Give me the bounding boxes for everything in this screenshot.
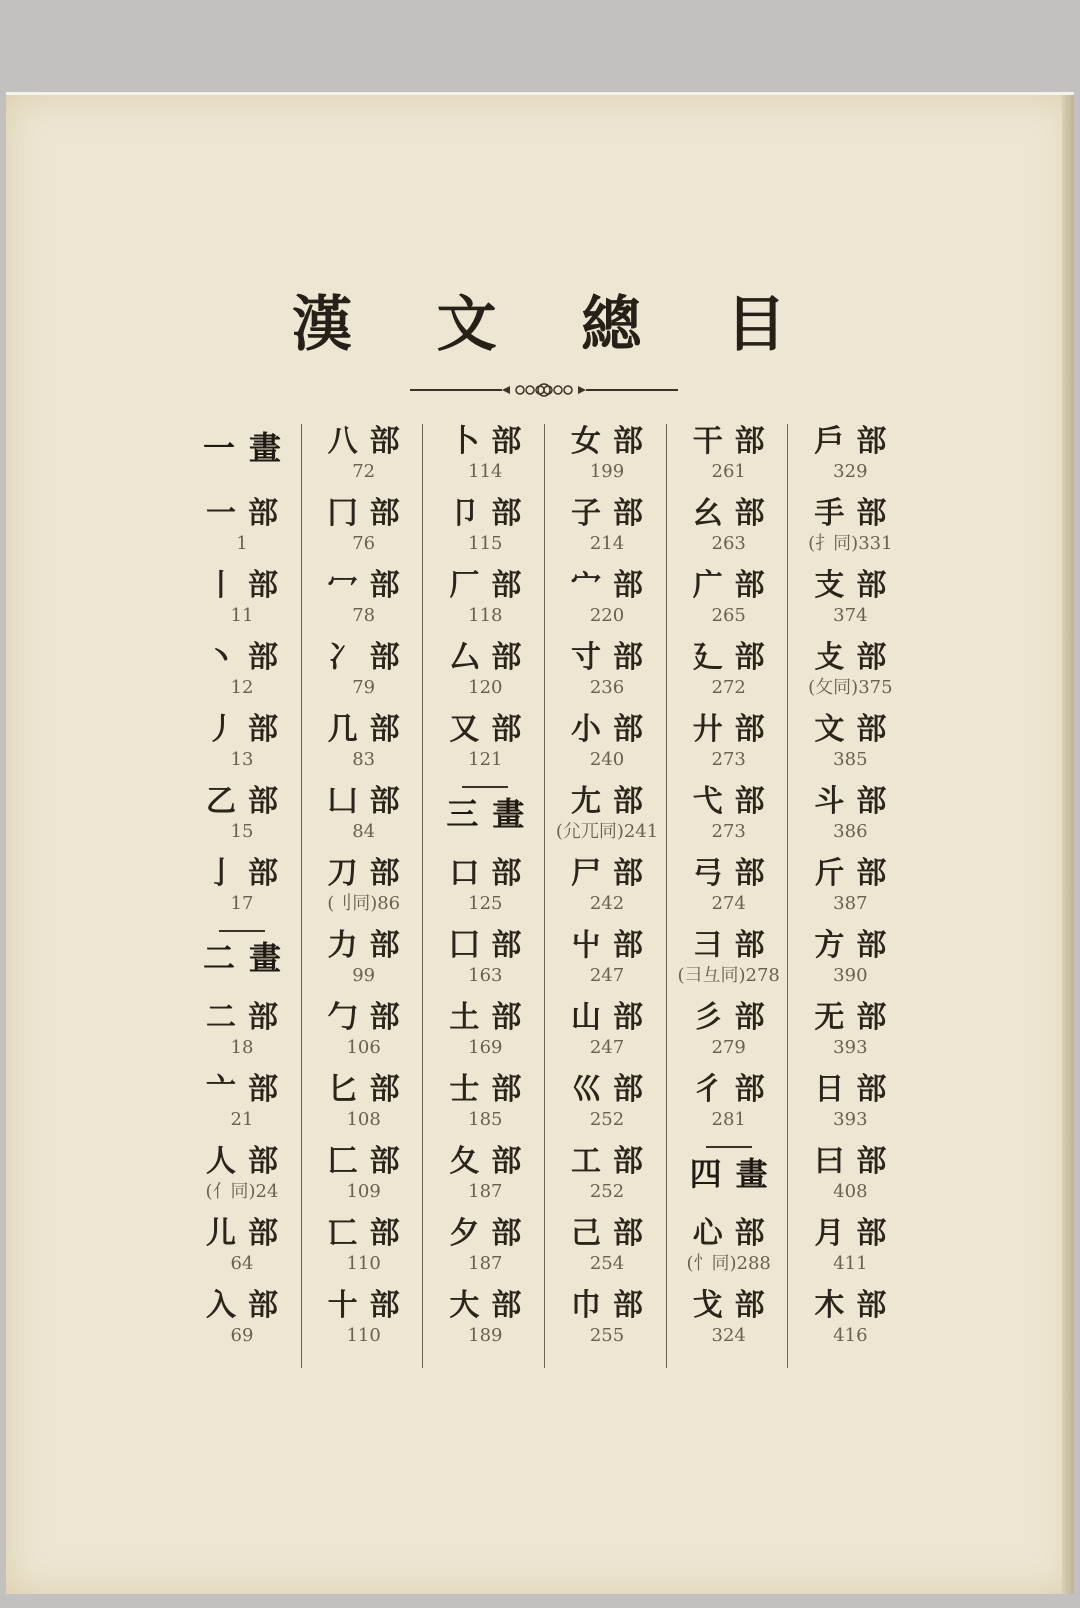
page-number: 214	[589, 533, 625, 554]
stroke-count-heading	[180, 928, 304, 1000]
radical-entry	[545, 424, 669, 496]
page-number: 120	[468, 677, 503, 698]
radical-name: 廴部	[692, 640, 777, 675]
page-number: 118	[468, 605, 503, 626]
radical-entry	[302, 856, 426, 928]
radical-entry	[788, 856, 912, 928]
radical-name: 冂部	[327, 496, 412, 531]
radical-entry	[788, 496, 912, 568]
page-number: (刂同)86	[327, 893, 401, 914]
radical-entry	[667, 712, 791, 784]
radical-entry	[423, 1000, 547, 1072]
radical-name: 冖部	[327, 568, 412, 603]
title-char: 總	[581, 290, 642, 360]
radical-entry	[302, 784, 426, 856]
radical-entry	[180, 568, 304, 640]
page-number: 110	[346, 1253, 381, 1274]
page-number: 109	[346, 1181, 381, 1202]
radical-entry	[423, 1216, 547, 1288]
radical-entry	[545, 1000, 669, 1072]
radical-entry	[180, 712, 304, 784]
radical-entry	[302, 1000, 426, 1072]
page-number: (尣兀同)241	[555, 821, 659, 842]
radical-entry	[423, 424, 547, 496]
radical-name: 又部	[449, 712, 534, 747]
radical-name: 日部	[814, 1072, 899, 1107]
radical-name: 巛部	[571, 1072, 656, 1107]
page-number: 247	[589, 1037, 625, 1058]
radical-name: 戈部	[692, 1288, 777, 1323]
page-number: 15	[230, 821, 254, 842]
radical-name: 山部	[571, 1000, 656, 1035]
ornament-divider	[410, 378, 678, 402]
page-number: 265	[711, 605, 746, 626]
radical-entry	[423, 496, 547, 568]
radical-entry	[545, 1072, 669, 1144]
page-number: 240	[589, 749, 625, 770]
radical-entry	[667, 1000, 791, 1072]
radical-entry	[667, 1288, 791, 1360]
radical-entry	[788, 712, 912, 784]
page-number: 189	[468, 1325, 503, 1346]
radical-entry	[545, 1288, 669, 1360]
radical-entry	[302, 568, 426, 640]
page-number: 185	[468, 1109, 503, 1130]
radical-name: 卩部	[449, 496, 534, 531]
radical-name: 戶部	[814, 424, 899, 459]
page-number: 18	[230, 1037, 254, 1058]
index-column	[667, 424, 789, 1368]
radical-name: 大部	[449, 1288, 534, 1323]
radical-name: 土部	[449, 1000, 534, 1035]
radical-entry	[545, 1144, 669, 1216]
page-number: 1	[236, 533, 248, 554]
radical-entry	[180, 1072, 304, 1144]
radical-entry	[667, 856, 791, 928]
radical-name: 干部	[692, 424, 777, 459]
page-title	[292, 282, 786, 358]
radical-entry	[667, 424, 791, 496]
page-number: 125	[468, 893, 503, 914]
page-number: 261	[711, 461, 746, 482]
page-number: 169	[468, 1037, 503, 1058]
radical-entry	[545, 496, 669, 568]
page-number: 78	[352, 605, 376, 626]
page-number: 386	[833, 821, 868, 842]
radical-entry	[423, 1144, 547, 1216]
page-number: 99	[352, 965, 376, 986]
radical-entry	[302, 1216, 426, 1288]
radical-name: 彡部	[692, 1000, 777, 1035]
radical-entry	[788, 640, 912, 712]
page-number: 252	[589, 1181, 625, 1202]
radical-name: 丨部	[206, 568, 290, 603]
radical-entry	[302, 496, 426, 568]
radical-name: 子部	[571, 496, 656, 531]
radical-entry	[788, 568, 912, 640]
radical-name: 无部	[814, 1000, 899, 1035]
stroke-count-label: 四畫	[689, 1155, 782, 1193]
radical-name: 方部	[814, 928, 899, 963]
radical-entry	[545, 1216, 669, 1288]
page-number: 79	[352, 677, 376, 698]
radical-name: 十部	[327, 1288, 412, 1323]
stroke-count-heading	[423, 784, 547, 856]
page-number: 274	[711, 893, 746, 914]
radical-name: 木部	[814, 1288, 899, 1323]
index-column	[302, 424, 424, 1368]
title-char: 文	[436, 290, 497, 360]
radical-name: 尢部	[571, 784, 656, 819]
radical-entry	[423, 856, 547, 928]
radical-name: 卜部	[449, 424, 534, 459]
stroke-count-heading	[667, 1144, 791, 1216]
radical-name: 幺部	[692, 496, 777, 531]
stroke-count-heading	[180, 424, 304, 496]
title-char: 目	[725, 290, 786, 360]
radical-entry	[545, 856, 669, 928]
radical-name: 匸部	[327, 1216, 412, 1251]
radical-name: 斤部	[814, 856, 899, 891]
radical-name: 女部	[571, 424, 656, 459]
page-number: 385	[833, 749, 868, 770]
radical-name: 屮部	[571, 928, 656, 963]
radical-name: 入部	[206, 1288, 290, 1323]
radical-entry	[423, 568, 547, 640]
radical-name: 厂部	[449, 568, 534, 603]
radical-entry	[788, 424, 912, 496]
radical-entry	[545, 640, 669, 712]
radical-name: 尸部	[571, 856, 656, 891]
radical-entry	[423, 928, 547, 1000]
radical-entry	[667, 640, 791, 712]
page-number: 374	[833, 605, 868, 626]
page-number: 236	[589, 677, 625, 698]
radical-name: 亅部	[206, 856, 290, 891]
radical-entry	[667, 1072, 791, 1144]
radical-name: 乙部	[206, 784, 290, 819]
radical-entry	[302, 712, 426, 784]
radical-entry	[423, 712, 547, 784]
page-number: 121	[468, 749, 503, 770]
radical-name: 口部	[449, 856, 534, 891]
radical-entry	[180, 640, 304, 712]
stroke-count-label: 二畫	[202, 939, 295, 977]
radical-name: 巾部	[571, 1288, 656, 1323]
radical-entry	[302, 1072, 426, 1144]
page-number: 324	[711, 1325, 746, 1346]
index-column	[788, 424, 910, 1368]
page-number: 273	[711, 749, 746, 770]
heading-rule	[219, 930, 265, 932]
index-column	[423, 424, 545, 1368]
page-number: 110	[346, 1325, 381, 1346]
page-number: 408	[833, 1181, 868, 1202]
radical-name: 丶部	[206, 640, 290, 675]
radical-name: 弋部	[692, 784, 777, 819]
page-number: (扌同)331	[808, 533, 893, 554]
radical-entry	[180, 1216, 304, 1288]
radical-name: 刀部	[327, 856, 412, 891]
radical-entry	[667, 568, 791, 640]
page-number: 416	[833, 1325, 868, 1346]
page-number: 252	[589, 1109, 625, 1130]
radical-entry	[788, 1288, 912, 1360]
radical-name: 一部	[206, 496, 290, 531]
page-number: 247	[589, 965, 625, 986]
radical-entry	[302, 640, 426, 712]
page-number: (彐彑同)278	[677, 965, 780, 986]
page-number: 76	[352, 533, 376, 554]
radical-name: 廾部	[692, 712, 777, 747]
radical-entry	[180, 856, 304, 928]
page-number: 281	[711, 1109, 746, 1130]
radical-entry	[545, 568, 669, 640]
radical-name: 匕部	[327, 1072, 412, 1107]
page-number: 393	[833, 1109, 868, 1130]
radical-entry	[788, 1216, 912, 1288]
radical-entry	[423, 640, 547, 712]
radical-entry	[788, 1072, 912, 1144]
radical-name: 彳部	[692, 1072, 777, 1107]
radical-entry	[545, 712, 669, 784]
radical-entry	[667, 1216, 791, 1288]
radical-entry	[788, 784, 912, 856]
page-number: 108	[346, 1109, 381, 1130]
radical-name: 支部	[814, 568, 899, 603]
index-column	[180, 424, 302, 1368]
radical-entry	[667, 928, 791, 1000]
radical-name: 攴部	[814, 640, 899, 675]
radical-entry	[302, 424, 426, 496]
radical-name: 凵部	[327, 784, 412, 819]
radical-entry	[302, 1288, 426, 1360]
radical-name: 己部	[571, 1216, 656, 1251]
radical-entry	[788, 1000, 912, 1072]
stroke-count-label: 一畫	[202, 429, 295, 467]
radical-entry	[302, 1144, 426, 1216]
radical-name: 月部	[814, 1216, 899, 1251]
radical-entry	[788, 1144, 912, 1216]
heading-rule	[462, 786, 508, 788]
radical-entry	[545, 784, 669, 856]
radical-name: 人部	[206, 1144, 290, 1179]
radical-entry	[180, 1000, 304, 1072]
radical-name: 弓部	[692, 856, 777, 891]
page-edge	[1062, 95, 1074, 1594]
page-number: (亻同)24	[205, 1181, 279, 1202]
radical-name: 广部	[692, 568, 777, 603]
page-number: (攵同)375	[808, 677, 893, 698]
radical-name: 小部	[571, 712, 656, 747]
radical-name: 夕部	[449, 1216, 534, 1251]
radical-entry	[180, 496, 304, 568]
radical-name: 囗部	[449, 928, 534, 963]
page-number: 279	[711, 1037, 746, 1058]
page-number: 263	[711, 533, 746, 554]
page-number: 387	[833, 893, 868, 914]
page-number: 83	[352, 749, 376, 770]
radical-name: 手部	[814, 496, 899, 531]
radical-entry	[423, 1072, 547, 1144]
page-number: 11	[230, 605, 254, 626]
radical-name: 二部	[206, 1000, 290, 1035]
radical-entry	[788, 928, 912, 1000]
radical-name: 厶部	[449, 640, 534, 675]
radical-entry	[302, 928, 426, 1000]
page-number: 12	[230, 677, 254, 698]
radical-entry	[180, 784, 304, 856]
page-number: 272	[711, 677, 746, 698]
radical-index-grid	[180, 424, 910, 1368]
radical-entry	[667, 784, 791, 856]
page-number: 255	[589, 1325, 625, 1346]
page-number: 411	[833, 1253, 868, 1274]
page-number: 84	[352, 821, 376, 842]
index-column	[545, 424, 667, 1368]
page-number: 72	[352, 461, 376, 482]
page-number: 69	[230, 1325, 254, 1346]
page-number: 64	[230, 1253, 254, 1274]
radical-entry	[180, 1144, 304, 1216]
radical-name: 儿部	[206, 1216, 290, 1251]
radical-name: 八部	[327, 424, 412, 459]
radical-entry	[180, 1288, 304, 1360]
page-number: 21	[230, 1109, 254, 1130]
page-number: 114	[468, 461, 503, 482]
radical-name: 曰部	[814, 1144, 899, 1179]
page-number: 13	[230, 749, 254, 770]
title-char: 漢	[292, 290, 352, 360]
page-number: 106	[346, 1037, 381, 1058]
page-number: 393	[833, 1037, 868, 1058]
radical-name: 勹部	[327, 1000, 412, 1035]
page-number: 242	[589, 893, 625, 914]
radical-entry	[667, 496, 791, 568]
page-number: 187	[468, 1253, 503, 1274]
page-number: 187	[468, 1181, 503, 1202]
radical-name: 文部	[814, 712, 899, 747]
radical-name: 宀部	[571, 568, 656, 603]
page-number: 199	[589, 461, 625, 482]
radical-name: 工部	[571, 1144, 656, 1179]
radical-name: 心部	[692, 1216, 777, 1251]
page-number: 115	[468, 533, 503, 554]
radical-name: 斗部	[814, 784, 899, 819]
radical-entry	[545, 928, 669, 1000]
radical-name: 夂部	[449, 1144, 534, 1179]
page-number: 273	[711, 821, 746, 842]
radical-name: 匚部	[327, 1144, 412, 1179]
page-number: (忄同)288	[686, 1253, 771, 1274]
page-number: 163	[468, 965, 503, 986]
radical-name: 寸部	[571, 640, 656, 675]
radical-name: 彐部	[692, 928, 777, 963]
page-number: 254	[589, 1253, 625, 1274]
stroke-count-label: 三畫	[446, 795, 539, 833]
radical-name: 几部	[327, 712, 412, 747]
radical-name: 丿部	[206, 712, 290, 747]
radical-entry	[423, 1288, 547, 1360]
radical-name: 力部	[327, 928, 412, 963]
page-number: 390	[833, 965, 868, 986]
radical-name: 士部	[449, 1072, 534, 1107]
heading-rule	[706, 1146, 752, 1148]
page-number: 329	[833, 461, 868, 482]
page-number: 17	[230, 893, 254, 914]
page-number: 220	[589, 605, 625, 626]
radical-name: 冫部	[327, 640, 412, 675]
radical-name: 亠部	[206, 1072, 290, 1107]
